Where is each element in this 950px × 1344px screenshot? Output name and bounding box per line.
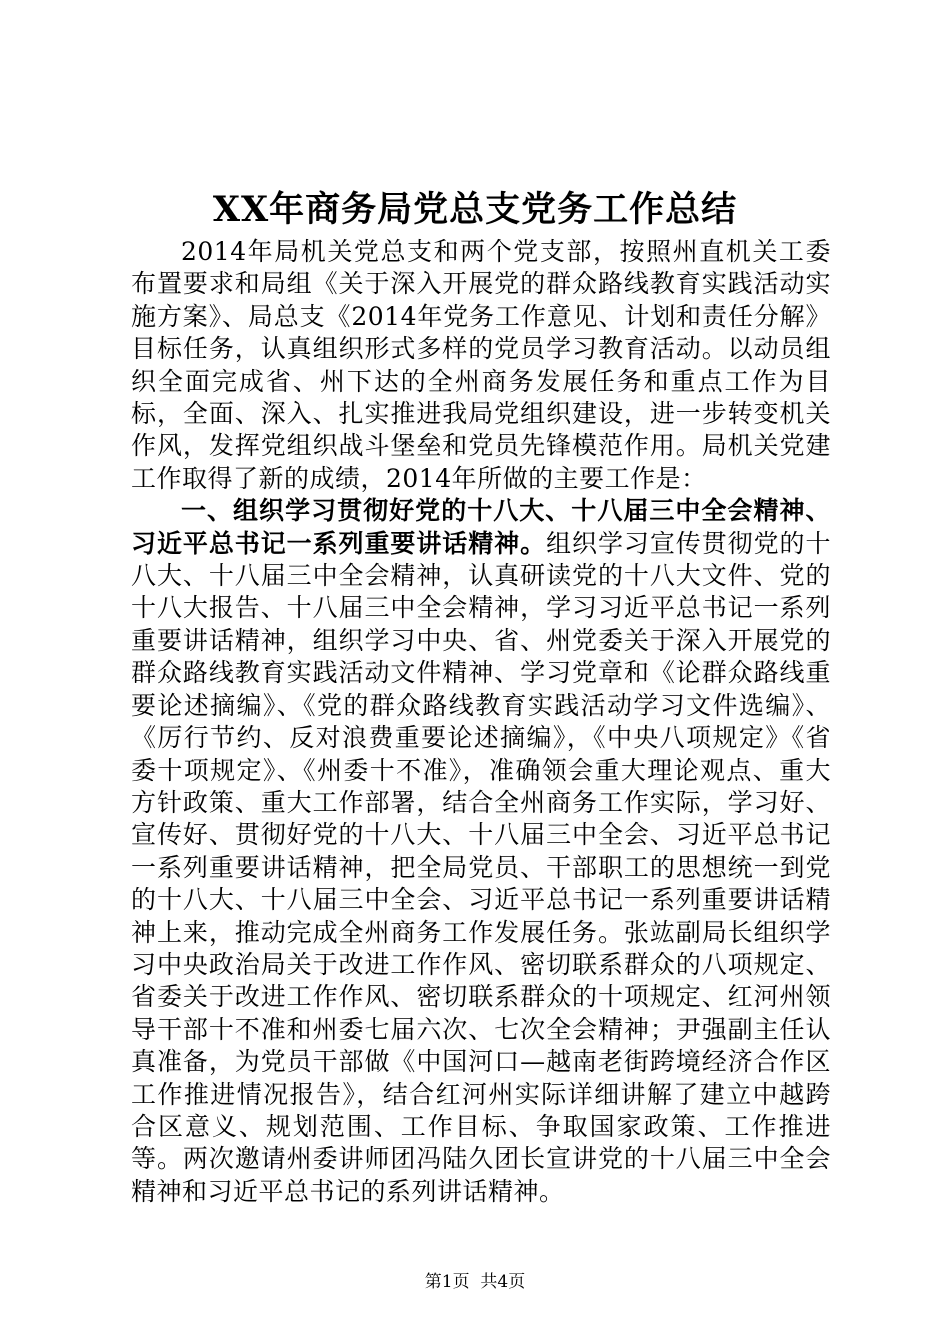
- document-title: XX年商务局党总支党务工作总结: [212, 189, 738, 230]
- paragraph-intro-text: 2014年局机关党总支和两个党支部，按照州直机关工委布置要求和局组《关于深入开展党的群众路线教育实践活动实施方案》、局总支《2014年党务工作意见、计划和责任分解》目标任务，认真组织形式多样的党员学习教育活动。以动员组织全面完成省、州下达的全州商务发展任务和重点工作为目标，全面、深入、扎实推进我局党组织建设，进一步转变机关作风，发挥党组织战斗堡垒和党员先锋模范作用。局机关党建工作取得了新的成绩，2014年所做的主要工作是：: [131, 237, 831, 493]
- section-1-text: 组织学习宣传贯彻党的十八大、十八届三中全会精神，认真研读党的十八大文件、党的十八大报告、十八届三中全会精神，学习习近平总书记一系列重要讲话精神，组织学习中央、省、州党委关于深入开展党的群众路线教育实践活动文件精神、学习党章和《论群众路线重要论述摘编》、《党的群众路线教育实践活动学习文件选编》、《厉行节约、反对浪费重要论述摘编》，《中央八项规定》《省委十项规定》、《州委十不准》，准确领会重大理论观点、重大方针政策、重大工作部署，结合全州商务工作实际，学习好、宣传好、贯彻好党的十八大、十八届三中全会、习近平总书记一系列重要讲话精神，把全局党员、干部职工的思想统一到党的十八大、十八届三中全会、习近平总书记一系列重要讲话精神上来，推动完成全州商务工作发展任务。张竑副局长组织学习中央政治局关于改进工作作风、密切联系群众的八项规定、省委关于改进工作作风、密切联系群众的十项规定、红河州领导干部十不准和州委七届六次、七次全会精神；尹强副主任认真准备，为党员干部做《中国河口—越南老街跨境经济合作区工作推进情况报告》，结合红河州实际详细讲解了建立中越跨合区意义、规划范围、工作目标、争取国家政策、工作推进等。两次邀请州委讲师团冯陆久团长宣讲党的十八届三中全会精神和习近平总书记的系列讲话精神。: [131, 528, 831, 1206]
- page-footer: [0, 1270, 950, 1294]
- paragraph-intro: [131, 236, 831, 495]
- page-total: 共4页: [480, 1272, 526, 1292]
- footer-spacer: [470, 1272, 481, 1292]
- paragraph-section-1: [131, 495, 831, 1208]
- document-body: [131, 236, 831, 1208]
- page-number: 第1页: [424, 1272, 470, 1292]
- section-1-heading: 一、组织学习贯彻好党的十八大、十八届三中全会精神、习近平总书记一系列重要讲话精神。: [131, 496, 831, 558]
